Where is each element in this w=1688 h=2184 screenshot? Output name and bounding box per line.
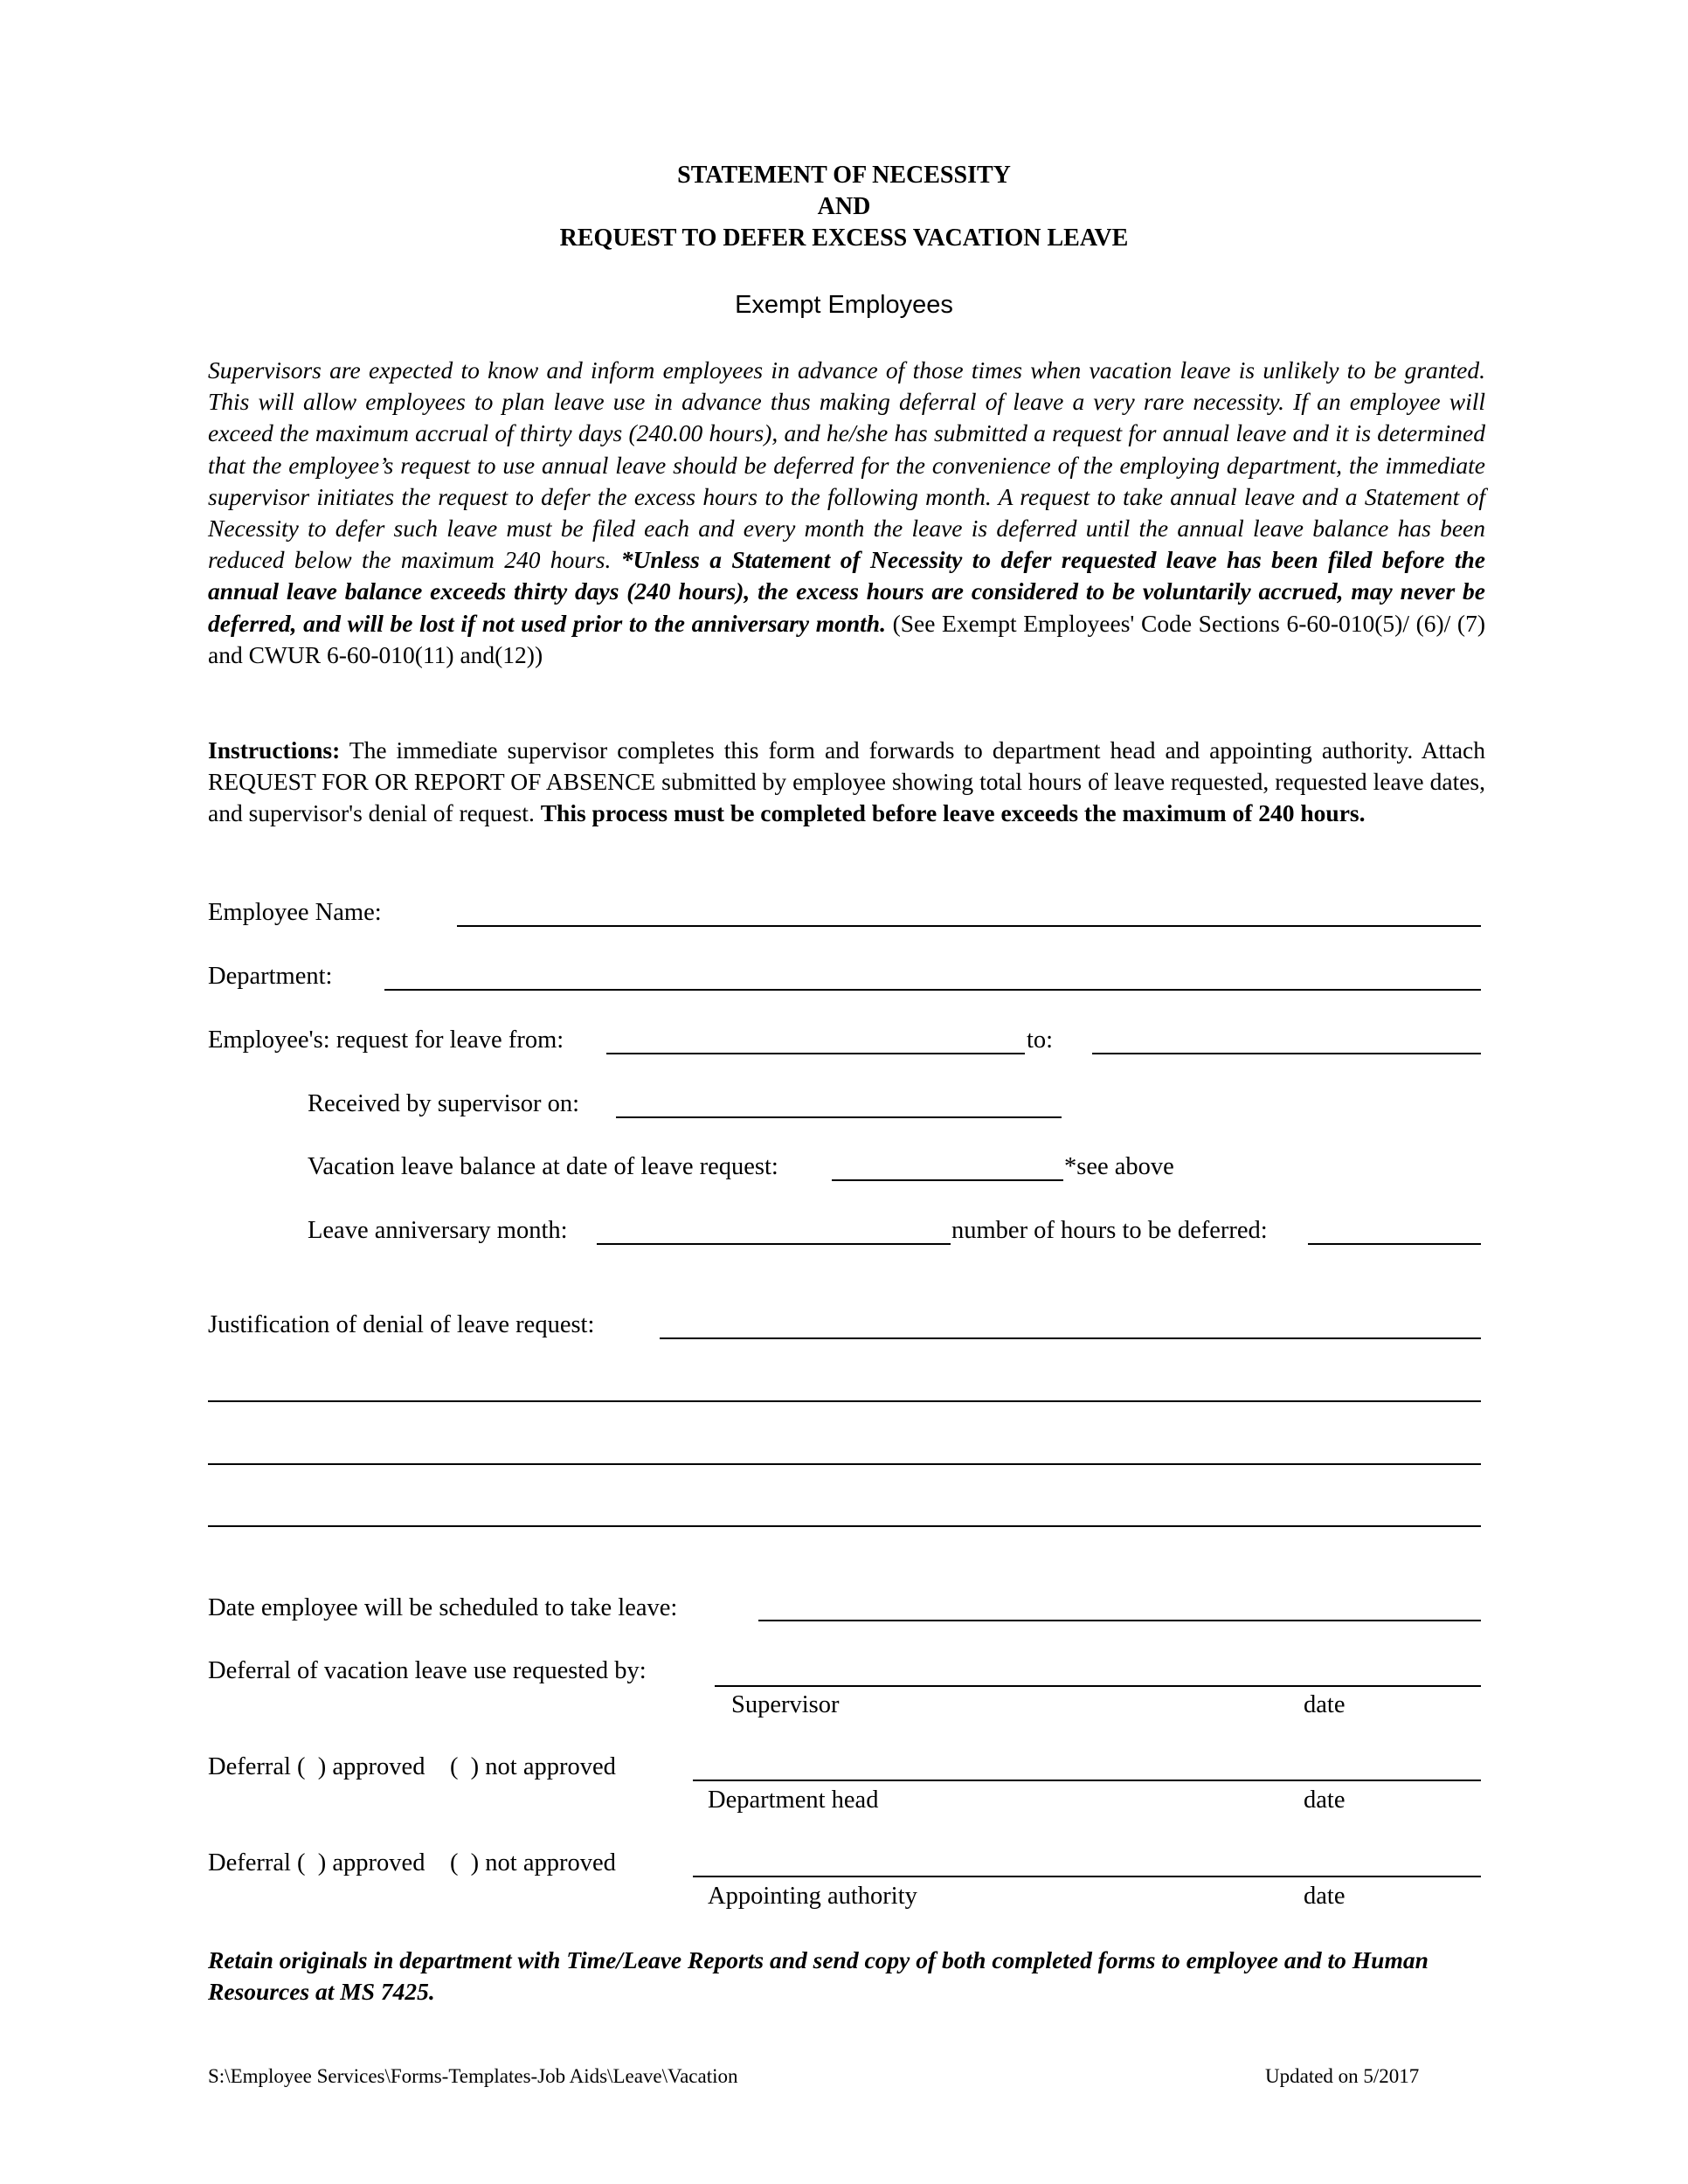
appointing-authority-date-caption: date — [1304, 1883, 1346, 1910]
instructions-paragraph — [208, 735, 1485, 830]
subtitle: Exempt Employees — [735, 291, 953, 319]
instructions-text: The immediate supervisor completes this form and forwards to department head and appointing authority. Attach REQUEST FOR OR REPORT OF ABSENCE submitted by employee showing total hours of leave requested, requested leave dates, and supervisor's denial of request. — [208, 736, 1485, 827]
scheduled-date-field[interactable] — [758, 1620, 1481, 1621]
closing-note: Retain originals in department with Time/Leave Reports and send copy of both completed forms to employee and to Human Resources at MS 7425. — [208, 1946, 1429, 2005]
appointing-authority-caption: Appointing authority — [708, 1883, 917, 1910]
appointing-authority-signature-field[interactable] — [693, 1876, 1481, 1877]
supervisor-date-caption: date — [1304, 1691, 1346, 1718]
employee-name-label: Employee Name: — [208, 899, 382, 926]
department-head-signature-field[interactable] — [693, 1780, 1481, 1781]
scheduled-date-label: Date employee will be scheduled to take leave: — [208, 1594, 678, 1621]
footer-path: S:\Employee Services\Forms-Templates-Job Aids\Leave\Vacation — [208, 2065, 738, 2087]
justification-field-line-2[interactable] — [208, 1400, 1481, 1402]
anniversary-month-label: Leave anniversary month: — [308, 1217, 568, 1244]
justification-field-line-1[interactable] — [660, 1337, 1481, 1339]
footer-updated: Updated on 5/2017 — [1265, 2065, 1420, 2087]
appointing-authority-approval-label: Deferral ( ) approved ( ) not approved — [208, 1849, 616, 1876]
request-from-field[interactable] — [606, 1053, 1025, 1054]
hours-deferred-field[interactable] — [1308, 1243, 1481, 1245]
intro-paragraph — [208, 355, 1485, 671]
intro-code-reference: (See Exempt Employees' Code Sections 6-60-010(5)/ (6)/ (7) and CWUR 6-60-010(11) and(12)) — [208, 609, 1485, 668]
title-line-1: STATEMENT OF NECESSITY — [677, 162, 1011, 189]
intro-italic: Supervisors are expected to know and inform employees in advance of those times when vacation leave is unlikely to be granted. This will allow employees to plan leave use in advance thus making deferral of leave a very rare necessity. If an employee will exceed the maximum accrual of thirty days (240.00 hours), and he/she has submitted a request for annual leave and it is determined that the employee’s request to use annual leave should be deferred for the convenience of the employing department, the immediate supervisor initiates the request to defer the excess hours to the following month. A request to take annual leave and a Statement of Necessity to defer such leave must be filed each and every month the leave is deferred until the annual leave balance has been reduced below the maximum 240 hours. — [208, 356, 1485, 574]
request-from-label: Employee's: request for leave from: — [208, 1026, 564, 1054]
justification-field-line-4[interactable] — [208, 1525, 1481, 1527]
justification-field-line-3[interactable] — [208, 1463, 1481, 1465]
vacation-balance-field[interactable] — [832, 1179, 1063, 1181]
department-head-caption: Department head — [708, 1787, 879, 1814]
vacation-balance-label: Vacation leave balance at date of leave request: — [308, 1153, 778, 1180]
instructions-label: Instructions: — [208, 736, 341, 764]
department-head-approval-label: Deferral ( ) approved ( ) not approved — [208, 1753, 616, 1780]
received-by-field[interactable] — [616, 1116, 1062, 1118]
see-above-note: *see above — [1064, 1153, 1174, 1180]
department-label: Department: — [208, 963, 333, 990]
anniversary-month-field[interactable] — [597, 1243, 951, 1245]
justification-label: Justification of denial of leave request: — [208, 1311, 595, 1338]
department-head-date-caption: date — [1304, 1787, 1346, 1814]
employee-name-field[interactable] — [457, 925, 1481, 927]
request-to-label: to: — [1027, 1026, 1054, 1054]
title-line-2: AND — [817, 193, 871, 220]
supervisor-signature-field[interactable] — [715, 1685, 1481, 1687]
deferral-requested-by-label: Deferral of vacation leave use requested by: — [208, 1657, 647, 1684]
title-line-3: REQUEST TO DEFER EXCESS VACATION LEAVE — [559, 225, 1129, 252]
received-by-label: Received by supervisor on: — [308, 1090, 580, 1117]
hours-deferred-label: number of hours to be deferred: — [951, 1217, 1268, 1244]
intro-warning: *Unless a Statement of Necessity to defer requested leave has been filed before the annual leave balance exceeds thirty days (240 hours), the excess hours are considered to be voluntarily accrued, may never be deferred, and will be lost if not used prior to the anniversary month. — [208, 546, 1485, 637]
supervisor-caption: Supervisor — [731, 1691, 840, 1718]
request-to-field[interactable] — [1092, 1053, 1481, 1054]
instructions-deadline: This process must be completed before leave exceeds the maximum of 240 hours. — [540, 799, 1366, 827]
department-field[interactable] — [384, 989, 1481, 991]
